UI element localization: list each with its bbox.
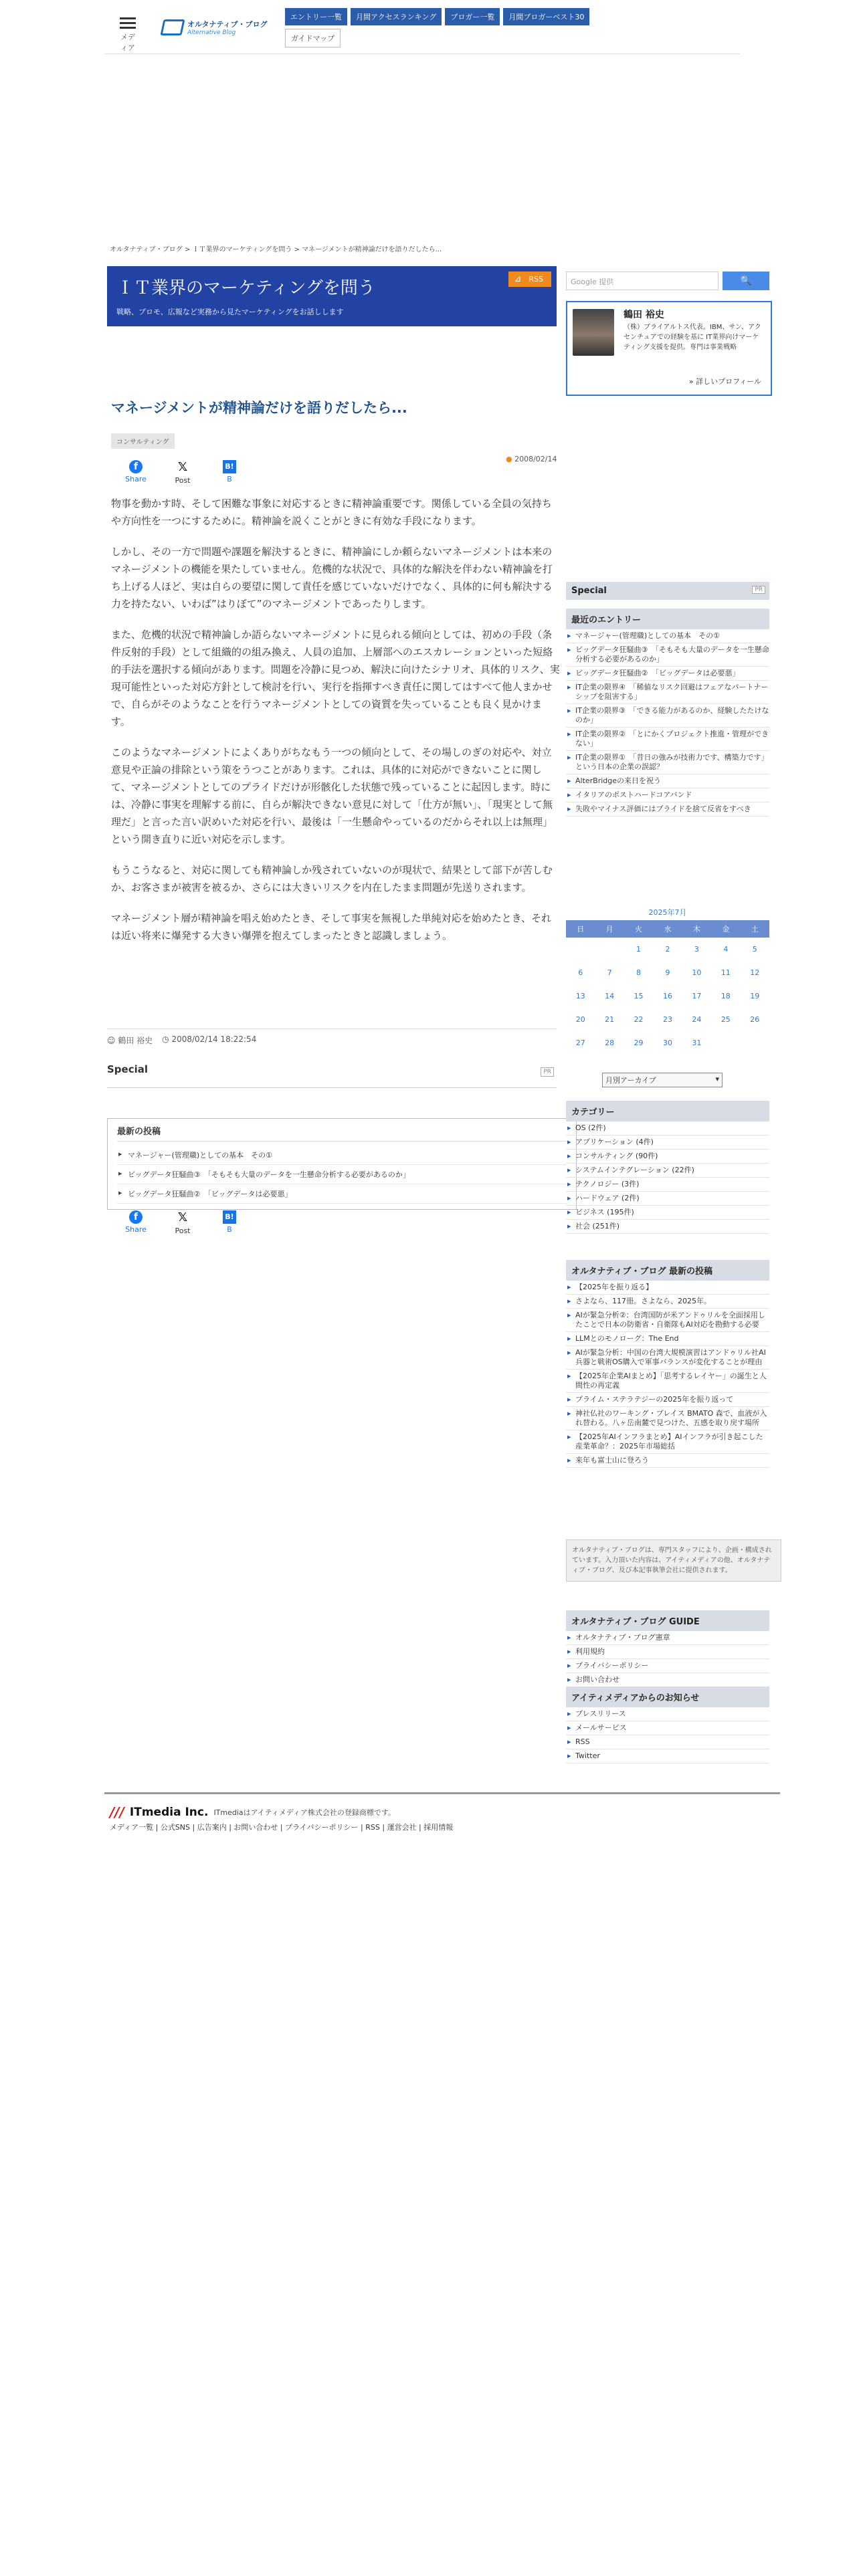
- list-item[interactable]: ▸ プライム・ステラテジーの2025年を振り返って: [566, 1393, 769, 1407]
- list-item[interactable]: ▸ RSS: [566, 1735, 769, 1749]
- x-label: Post: [175, 476, 191, 485]
- list-item[interactable]: ▸ マネージャー(管理職)としての基本 その①: [117, 1146, 567, 1165]
- list-item[interactable]: ▸ AIが緊急分析②：台湾国防が米アンドゥリルを全面採用したことで日本の防衛省・自衛隊もAI対応を勘動する必要: [566, 1309, 769, 1332]
- day-cell: 19: [750, 992, 760, 1000]
- day-cell: 15: [634, 992, 644, 1000]
- list-item[interactable]: ▸ 【2025年AIインフラまとめ】AIインフラが引き起こした産業革命？：2025年市場総括: [566, 1430, 769, 1454]
- hatena-icon: B!: [223, 460, 236, 473]
- recent-posts: [107, 1118, 577, 1210]
- rss-icon: ⊿: [514, 274, 522, 284]
- list-item[interactable]: ▸ ハードウェア (2件): [566, 1192, 769, 1206]
- footer-links[interactable]: メディア一覧 | 公式SNS | 広告案内 | お問い合わせ | プライバシーポリシー | RSS | 運営会社 | 採用情報: [110, 1823, 454, 1832]
- guide-heading: オルタナティブ・ブログ GUIDE: [566, 1610, 769, 1631]
- list-item[interactable]: ▸ 【2025年企業AIまとめ】「思考するレイヤー」の誕生と人間性の再定義: [566, 1370, 769, 1393]
- chevron-down-icon: ▾: [715, 1075, 719, 1083]
- archive-select-label: 月別アーカイブ: [605, 1076, 656, 1085]
- site-logo[interactable]: [162, 19, 268, 36]
- list-item[interactable]: ▸ ビッグデータ狂騒曲③ 「そもそも大量のデータを一生懸命分析する必要があるのか」: [117, 1165, 567, 1184]
- list-item[interactable]: ▸ メールサービス: [566, 1721, 769, 1735]
- day-cell: 14: [605, 992, 615, 1000]
- post-datetime: 2008/02/14 18:22:54: [171, 1035, 257, 1044]
- share-bar: [107, 460, 571, 485]
- article-body: [107, 495, 565, 958]
- list-item[interactable]: ▸ 神社仏社のワーキング・プレイス BMATO 森で、血液が入れ替わる。八ヶ岳南麓で見つけた、五感を取り戻す場所: [566, 1407, 769, 1430]
- nav-entries[interactable]: エントリー一覧: [285, 8, 347, 25]
- day-cell: 26: [750, 1015, 760, 1024]
- paragraph: 物事を動かす時、そして困難な事象に対応するときに精神論重要です。関係している全員の気持ちや方向性を一つにするために。精神論を説くことがときに有効な手段になります。: [111, 498, 552, 527]
- list-item[interactable]: ▸ OS (2件): [566, 1121, 769, 1136]
- day-cell: [566, 938, 595, 961]
- footer-divider: [104, 1792, 780, 1794]
- x-label: Post: [175, 1226, 191, 1235]
- list-item[interactable]: ▸ プライバシーポリシー: [566, 1659, 769, 1673]
- breadcrumb[interactable]: オルタナティブ・ブログ > ＩＴ業界のマーケティングを問う > マネージメントが精神論だけを語りだしたら...: [110, 246, 442, 253]
- paragraph: このようなマネージメントによくありがちなもう一つの傾向として、その場しのぎの対応や、対立意見や正論の排除という策をうつことがあります。これは、具体的に対応ができないことに関して、マネージメントとしてのプライドだけが形骸化した状態で残っていることに起因します。時には、冷静に事実を理解する前に、自らが解決できない意見に対して「仕方が無い」、「現実として無理だ」と言った言い訳めいた対応を行い、最後は「一生懸命やっているのだからそれ以上は無理」という開き直りに近い対応を示します。: [111, 746, 553, 845]
- nav-best30[interactable]: 月間ブロガーベスト30: [503, 8, 589, 25]
- facebook-icon: f: [129, 460, 142, 473]
- company-name[interactable]: ITmedia Inc.: [129, 1806, 209, 1819]
- categories: [566, 1101, 769, 1234]
- list-item[interactable]: ▸ 失敗やマイナス評価にはプライドを捨て反省をすべき: [566, 802, 769, 817]
- day-cell: 10: [692, 968, 702, 977]
- day-cell: 31: [692, 1039, 702, 1047]
- day-cell: 17: [692, 992, 702, 1000]
- hatena-bookmark[interactable]: [215, 1210, 244, 1235]
- article-date-text: 2008/02/14: [514, 455, 557, 463]
- x-post[interactable]: [169, 460, 197, 485]
- list-item[interactable]: ▸ AIが緊急分析：中国の台湾大規模演習はアンドゥリル社AI兵器と戦術OS購入で軍事バランスが変化することが理由: [566, 1346, 769, 1370]
- site-header: [104, 0, 740, 54]
- day-cell: 5: [752, 945, 757, 954]
- list-item[interactable]: ▸ 社会 (251件): [566, 1220, 769, 1234]
- blog-subtitle: 戦略、プロモ、広報など実務から見たマーケティングをお話しします: [116, 308, 344, 316]
- list-item[interactable]: ▸ システムインテグレーション (22件): [566, 1164, 769, 1178]
- special-title: Special: [107, 1063, 149, 1075]
- list-item[interactable]: ▸ コンサルティング (90件): [566, 1150, 769, 1164]
- list-item[interactable]: ▸ IT企業の限界④ 「稀値なリスク回避はフェアなパートナーシップを阻害する」: [566, 681, 769, 704]
- blog-title[interactable]: ＩＴ業界のマーケティングを問う: [116, 278, 375, 298]
- day-cell: [595, 938, 624, 961]
- day-cell: 7: [607, 968, 612, 977]
- article-title[interactable]: マネージメントが精神論だけを語りだしたら...: [111, 400, 407, 416]
- hatena-icon: B!: [223, 1210, 236, 1224]
- day-cell: [711, 1031, 740, 1055]
- paragraph: しかし、その一方で問題や課題を解決するときに、精神論にしか頼らないマネージメントは本来のマネージメントの機能を果たしていません。危機的な状況で、具体的な解決を伴わない精神論を打ち上げる人ほど、実は自らの要望に関して責任を感じていないだけでなく、具体的に何も解決する力を持たない、いわば”はりぼて”のマネージメントであったりします。: [111, 546, 553, 610]
- day-cell: 28: [605, 1039, 615, 1047]
- paragraph: もうこうなると、対応に関しても精神論しか残されていないのが現状で、結果として部下が苦しむか、お客さまが被害を被るか、さらには大きいリスクを内在したまま問題が先送りされます。: [111, 864, 553, 893]
- day-cell: 1: [636, 945, 642, 954]
- latest-entries-heading: 最近のエントリー: [566, 609, 769, 629]
- hatena-bookmark[interactable]: [215, 460, 244, 485]
- blog-banner: [107, 266, 557, 326]
- hamburger-icon: [118, 17, 138, 29]
- list-item[interactable]: ▸ プレスリリース: [566, 1707, 769, 1721]
- share-bar-bottom: [107, 1210, 571, 1235]
- weekday: 土: [741, 920, 769, 938]
- day-cell: 27: [575, 1039, 585, 1047]
- trademark-note: ITmediaはアイティメディア株式会社の登録商標です。: [213, 1808, 396, 1817]
- list-item[interactable]: ▸ LLMとのモノローグ：The End: [566, 1332, 769, 1346]
- hatena-label: B: [227, 475, 232, 484]
- search-bar: [566, 272, 769, 290]
- pr-badge: PR: [541, 1067, 554, 1077]
- clock-icon: ◷: [162, 1035, 172, 1044]
- facebook-label: Share: [125, 475, 147, 484]
- nav-ranking[interactable]: 月間アクセスランキング: [351, 8, 442, 25]
- day-cell: 13: [575, 992, 585, 1000]
- profile-more-link[interactable]: » 詳しいプロフィール: [688, 377, 761, 386]
- list-item[interactable]: ▸ Twitter: [566, 1749, 769, 1763]
- archive-select[interactable]: [602, 1073, 723, 1087]
- weekday: 火: [624, 920, 653, 938]
- nav-bloggers[interactable]: ブロガー一覧: [445, 8, 500, 25]
- weekday: 日: [566, 920, 595, 938]
- day-cell: 12: [750, 968, 760, 977]
- day-cell: 11: [721, 968, 731, 977]
- day-cell: 21: [605, 1015, 615, 1024]
- day-cell: 22: [634, 1015, 644, 1024]
- logo-text-en: Alternative Blog: [187, 29, 236, 36]
- day-cell: 25: [721, 1015, 731, 1024]
- special-heading: [107, 1063, 557, 1088]
- logo-text-jp: オルタナティブ・ブログ: [187, 20, 268, 29]
- day-cell: 4: [723, 945, 729, 954]
- list-item[interactable]: ▸ IT企業の限界① 「昔日の強みが技術力です、構築力です」という日本の企業の誤認？: [566, 751, 769, 774]
- article-meta: [107, 1029, 557, 1046]
- list-item[interactable]: ▸ ビジネス (195件): [566, 1206, 769, 1220]
- itmedia-logo-icon: ///: [110, 1804, 124, 1820]
- weekday: 金: [711, 920, 740, 938]
- list-item[interactable]: ▸ テクノロジー (3件): [566, 1178, 769, 1192]
- calendar: [566, 904, 769, 1055]
- day-cell: 2: [665, 945, 670, 954]
- search-input[interactable]: Google 提供: [566, 272, 719, 290]
- weekday: 水: [653, 920, 682, 938]
- x-icon: 𝕏: [177, 460, 188, 474]
- ad-space: [104, 64, 740, 231]
- day-cell: 30: [662, 1039, 672, 1047]
- weekday: 月: [595, 920, 624, 938]
- profile-name[interactable]: 鶴田 裕史: [624, 310, 664, 320]
- weekday: 木: [682, 920, 711, 938]
- avatar: [573, 309, 614, 356]
- menu-label: メディア: [120, 33, 135, 52]
- latest-entries: [566, 609, 769, 817]
- facebook-share[interactable]: [122, 1210, 150, 1235]
- nav-guide[interactable]: ガイドマップ: [285, 29, 341, 47]
- day-cell: 8: [636, 968, 642, 977]
- day-cell: [741, 1031, 769, 1055]
- alt-latest-posts: [566, 1260, 769, 1468]
- itmedia-notices: [566, 1687, 769, 1763]
- list-item[interactable]: ▸ イタリアのポストハードコアバンド: [566, 788, 769, 802]
- list-item[interactable]: ▸ 来年も富士山に登ろう: [566, 1454, 769, 1468]
- search-icon: 🔍: [740, 276, 752, 286]
- day-cell: 23: [662, 1015, 672, 1024]
- rss-button[interactable]: [508, 272, 551, 287]
- footer-brand: [110, 1804, 395, 1820]
- list-item[interactable]: ▸ さよなら、117冊。さよなら、2025年。: [566, 1295, 769, 1309]
- recent-posts-heading: 最新の投稿: [117, 1124, 567, 1142]
- guide: [566, 1610, 769, 1687]
- list-item[interactable]: ▸ 【2025年を振り返る】: [566, 1281, 769, 1295]
- list-item[interactable]: ▸ ビッグデータ狂騒曲② 「ビッグデータは必要悪」: [566, 667, 769, 681]
- categories-heading: カテゴリー: [566, 1101, 769, 1121]
- notices-heading: アイティメディアからのお知らせ: [566, 1687, 769, 1707]
- alt-latest-heading: オルタナティブ・ブログ 最新の投稿: [566, 1260, 769, 1281]
- list-item[interactable]: ▸ オルタナティブ・ブログ憲章: [566, 1631, 769, 1645]
- day-cell: 18: [721, 992, 731, 1000]
- article-date: [506, 455, 557, 463]
- top-nav: [285, 8, 646, 47]
- author-link[interactable]: 鶴田 裕史: [118, 1036, 153, 1045]
- sidebar-special-title: Special: [571, 586, 607, 596]
- day-cell: 20: [575, 1015, 585, 1024]
- day-cell: 3: [694, 945, 699, 954]
- profile-desc: （株）ブライアルトス代表。IBM、サン、アクセンチュアでの経験を基に IT業界向けマーケティング支援を提供。専門は事業戦略: [624, 324, 761, 351]
- menu-button[interactable]: [118, 15, 138, 53]
- notice-box: オルタナティブ・ブログは、専門スタッフにより、企画・構成されています。入力頂いた内容は、アイティメディアの他、オルタナティブ・ブログ、及び本記事執筆会社に提供されます。: [566, 1539, 781, 1582]
- profile-box: [566, 301, 772, 396]
- sidebar-special: [566, 582, 769, 600]
- list-item[interactable]: ▸ 利用規約: [566, 1645, 769, 1659]
- paragraph: また、危機的状況で精神論しか語らないマネージメントに見られる傾向としては、初めの手段（条件反射的手段）として組織的の組み換え、人員の追加、上層部へのエスカレーションといった短絡的手法を選択する傾向があります。問題を冷静に見つめ、解決に向けたシナリオ、具体的リスク、実現可能性といった対応方針として検討を行い、実行を指揮すべき責任に関してはすべて他人まかせで、自らがそのようなことを行うマネージメントとしての資質を失っていることも良く見かけます。: [111, 629, 560, 728]
- facebook-icon: f: [129, 1210, 142, 1224]
- list-item[interactable]: ▸ IT企業の限界③ 「できる能力があるのか、経験したたけなのか」: [566, 704, 769, 728]
- rss-label: RSS: [529, 275, 543, 284]
- list-item[interactable]: ▸ お問い合わせ: [566, 1673, 769, 1687]
- day-cell: 6: [578, 968, 583, 977]
- user-icon: ☺: [107, 1036, 118, 1045]
- day-cell: 29: [634, 1039, 644, 1047]
- list-item[interactable]: ▸ アプリケーション (4件): [566, 1136, 769, 1150]
- list-item[interactable]: ▸ IT企業の限界② 「とにかくプロジェクト推進・管理ができない」: [566, 728, 769, 751]
- x-post[interactable]: [169, 1210, 197, 1235]
- date-bullet-icon: ●: [506, 455, 515, 463]
- list-item[interactable]: ▸ ビッグデータ狂騒曲② 「ビッグデータは必要悪」: [117, 1184, 567, 1204]
- day-cell: 24: [692, 1015, 702, 1024]
- logo-icon: [160, 19, 185, 35]
- facebook-share[interactable]: [122, 460, 150, 485]
- day-cell: 9: [665, 968, 670, 977]
- facebook-label: Share: [125, 1225, 147, 1234]
- pr-badge: PR: [752, 586, 765, 594]
- list-item[interactable]: ▸ AlterBridgeの来日を祝う: [566, 774, 769, 788]
- list-item[interactable]: ▸ マネージャー(管理職)としての基本 その①: [566, 629, 769, 643]
- calendar-table: [566, 920, 769, 1055]
- hatena-label: B: [227, 1225, 232, 1234]
- paragraph: マネージメント層が精神論を唱え始めたとき、そして事実を無視した単純対応を始めたとき、それは近い将来に爆発する大きい爆弾を抱えてしまったときと認識しましょう。: [111, 912, 552, 942]
- category-tag[interactable]: コンサルティング: [111, 433, 175, 449]
- x-icon: 𝕏: [177, 1210, 188, 1224]
- search-button[interactable]: [723, 272, 769, 290]
- calendar-month: 2025年7月: [648, 908, 687, 917]
- day-cell: 16: [662, 992, 672, 1000]
- list-item[interactable]: ▸ ビッグデータ狂騒曲③ 「そもそも大量のデータを一生懸命分析する必要があるのか」: [566, 643, 769, 667]
